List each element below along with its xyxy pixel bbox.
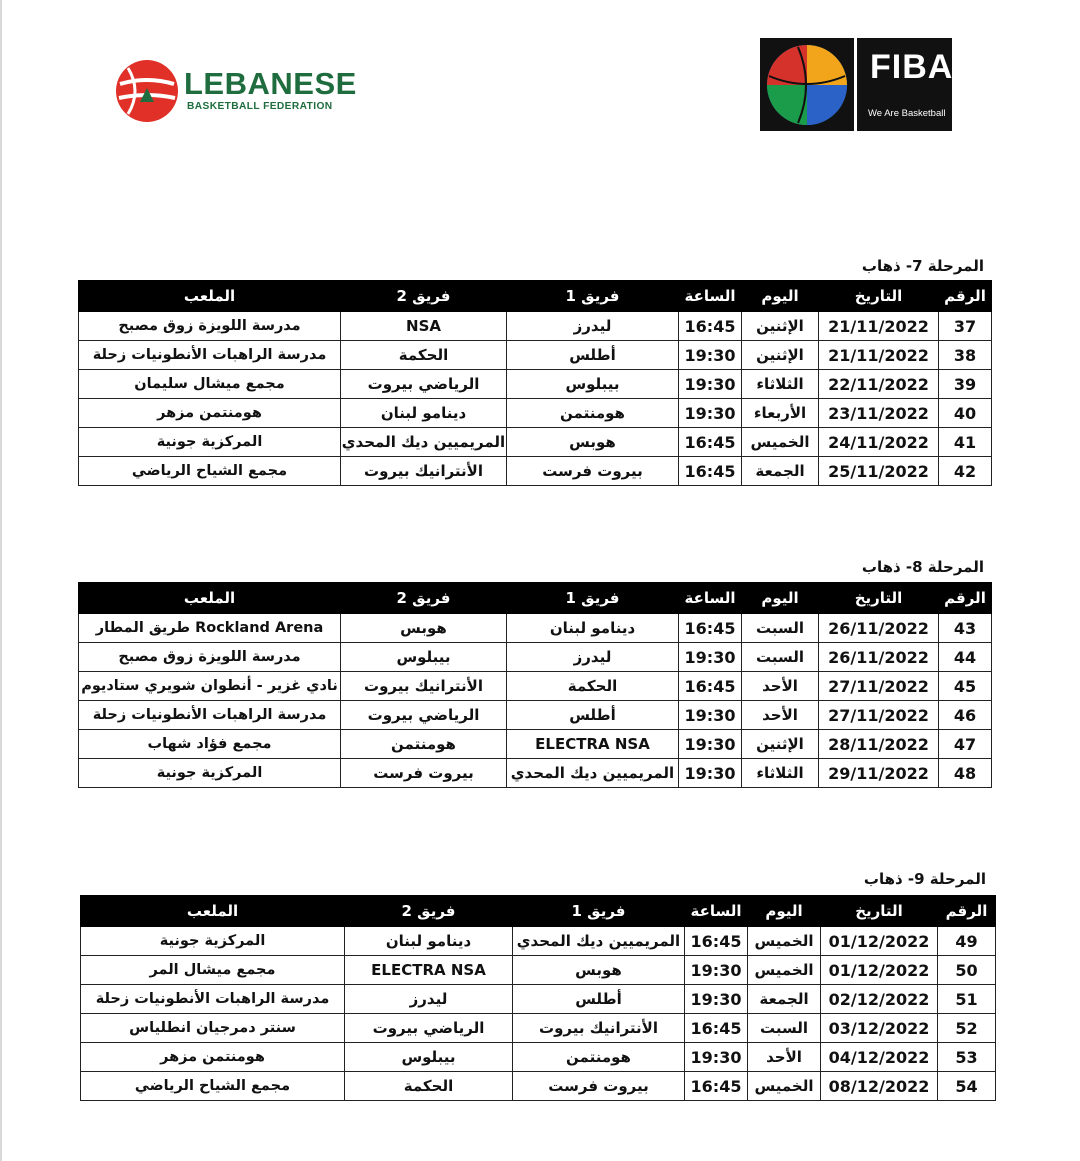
col-day-header: اليوم [748,896,821,927]
match-row [81,956,996,985]
match-venue-cell: مدرسة اللويزة زوق مصبح [79,643,341,672]
match-date-cell: 24/11/2022 [819,428,939,457]
match-venue-cell: المركزية جونية [79,428,341,457]
match-team1-cell: الحكمة [507,672,679,701]
match-team2-cell: بيبلوس [345,1043,513,1072]
match-team2-cell: الأنترانيك بيروت [341,672,507,701]
match-team2-cell: الرياضي بيروت [341,701,507,730]
fiba-separator [854,38,857,131]
col-number-header: الرقم [939,583,992,614]
match-time-cell: 16:45 [685,1014,748,1043]
match-day-cell: الأربعاء [742,399,819,428]
match-team1-cell: بيروت فرست [513,1072,685,1101]
match-team1-cell: دينامو لبنان [507,614,679,643]
match-day-cell: السبت [748,1014,821,1043]
match-team2-cell: بيروت فرست [341,759,507,788]
match-team1-cell: بيروت فرست [507,457,679,486]
match-team2-cell: الأنترانيك بيروت [341,457,507,486]
match-time-cell: 19:30 [679,759,742,788]
match-num-cell: 41 [939,428,992,457]
match-venue-cell: مجمع الشياح الرياضي [81,1072,345,1101]
match-num-cell: 52 [938,1014,996,1043]
match-day-cell: الأحد [742,701,819,730]
match-day-cell: الخميس [748,1072,821,1101]
lebanese-basketball-icon [114,58,180,124]
match-date-cell: 01/12/2022 [821,956,938,985]
col-venue-header: الملعب [79,583,341,614]
col-time-header: الساعة [679,583,742,614]
match-row [79,370,992,399]
match-team1-cell: بيبلوس [507,370,679,399]
col-team2-header: فريق 2 [341,281,507,312]
match-row [81,1014,996,1043]
match-row [79,428,992,457]
match-num-cell: 37 [939,312,992,341]
match-day-cell: الخميس [748,927,821,956]
col-number-header: الرقم [938,896,996,927]
match-team1-cell: أطلس [513,985,685,1014]
col-day-header: اليوم [742,583,819,614]
match-team2-cell: دينامو لبنان [345,927,513,956]
match-time-cell: 16:45 [679,312,742,341]
match-day-cell: الأحد [748,1043,821,1072]
match-venue-cell: مدرسة اللويزة زوق مصبح [79,312,341,341]
match-num-cell: 51 [938,985,996,1014]
match-venue-cell: مدرسة الراهبات الأنطونيات زحلة [81,985,345,1014]
match-date-cell: 22/11/2022 [819,370,939,399]
match-date-cell: 04/12/2022 [821,1043,938,1072]
round-7-table [78,280,992,486]
match-num-cell: 38 [939,341,992,370]
col-venue-header: الملعب [79,281,341,312]
match-date-cell: 25/11/2022 [819,457,939,486]
match-time-cell: 19:30 [679,701,742,730]
col-venue-header: الملعب [81,896,345,927]
col-day-header: اليوم [742,281,819,312]
match-venue-cell: المركزية جونية [79,759,341,788]
match-day-cell: الأحد [742,672,819,701]
match-time-cell: 16:45 [679,428,742,457]
col-number-header: الرقم [939,281,992,312]
match-time-cell: 19:30 [685,985,748,1014]
match-date-cell: 08/12/2022 [821,1072,938,1101]
match-row [81,927,996,956]
match-date-cell: 26/11/2022 [819,643,939,672]
match-row [79,614,992,643]
match-num-cell: 40 [939,399,992,428]
match-date-cell: 28/11/2022 [819,730,939,759]
col-team1-header: فريق 1 [507,583,679,614]
col-time-header: الساعة [685,896,748,927]
match-num-cell: 50 [938,956,996,985]
match-num-cell: 48 [939,759,992,788]
match-num-cell: 47 [939,730,992,759]
match-num-cell: 39 [939,370,992,399]
match-time-cell: 19:30 [679,341,742,370]
match-num-cell: 46 [939,701,992,730]
match-row [79,730,992,759]
match-date-cell: 03/12/2022 [821,1014,938,1043]
match-row [81,985,996,1014]
match-day-cell: الجمعة [748,985,821,1014]
match-time-cell: 19:30 [679,399,742,428]
match-time-cell: 19:30 [685,1043,748,1072]
match-num-cell: 44 [939,643,992,672]
match-num-cell: 53 [938,1043,996,1072]
match-date-cell: 21/11/2022 [819,312,939,341]
match-time-cell: 19:30 [685,956,748,985]
col-date-header: التاريخ [819,281,939,312]
match-row [79,759,992,788]
match-venue-cell: مجمع فؤاد شهاب [79,730,341,759]
match-venue-cell: نادي غزير - أنطوان شويري ستاديوم [79,672,341,701]
header-row [79,281,992,312]
match-date-cell: 02/12/2022 [821,985,938,1014]
match-venue-cell: سنتر دمرجيان انطلياس [81,1014,345,1043]
match-time-cell: 16:45 [685,1072,748,1101]
match-num-cell: 45 [939,672,992,701]
fiba-ball-icon [764,42,850,128]
col-team1-header: فريق 1 [513,896,685,927]
match-date-cell: 26/11/2022 [819,614,939,643]
lebanese-federation-logo [108,52,358,126]
match-num-cell: 54 [938,1072,996,1101]
match-venue-cell: هومنتمن مزهر [79,399,341,428]
round-9-title: المرحلة 9- ذهاب [863,870,986,888]
match-day-cell: السبت [742,643,819,672]
col-date-header: التاريخ [819,583,939,614]
match-row [79,701,992,730]
match-time-cell: 19:30 [679,643,742,672]
match-team2-cell: NSA [341,312,507,341]
match-day-cell: السبت [742,614,819,643]
match-team2-cell: المريميين ديك المحدي [341,428,507,457]
match-team2-cell: الحكمة [341,341,507,370]
match-date-cell: 29/11/2022 [819,759,939,788]
match-num-cell: 43 [939,614,992,643]
round-7-title: المرحلة 7- ذهاب [861,257,984,275]
match-team1-cell: هوبس [513,956,685,985]
match-venue-cell: مجمع ميشال سليمان [79,370,341,399]
match-team1-cell: ليدرز [507,643,679,672]
match-team1-cell: هومنتمن [513,1043,685,1072]
match-day-cell: الجمعة [742,457,819,486]
match-venue-cell: مدرسة الراهبات الأنطونيات زحلة [79,701,341,730]
match-venue-cell: هومنتمن مزهر [81,1043,345,1072]
match-team1-cell: هوبس [507,428,679,457]
match-row [81,1072,996,1101]
match-num-cell: 49 [938,927,996,956]
match-team2-cell: ELECTRA NSA [345,956,513,985]
match-time-cell: 16:45 [685,927,748,956]
match-venue-cell: مدرسة الراهبات الأنطونيات زحلة [79,341,341,370]
match-row [79,457,992,486]
match-team2-cell: ليدرز [345,985,513,1014]
match-team1-cell: المريميين ديك المحدي [507,759,679,788]
match-day-cell: الثلاثاء [742,759,819,788]
match-team1-cell: هومنتمن [507,399,679,428]
col-team2-header: فريق 2 [341,583,507,614]
match-time-cell: 19:30 [679,370,742,399]
match-row [79,341,992,370]
match-date-cell: 23/11/2022 [819,399,939,428]
col-team1-header: فريق 1 [507,281,679,312]
match-day-cell: الإثنين [742,730,819,759]
lbf-name: LEBANESE [184,66,357,101]
round-8-title: المرحلة 8- ذهاب [861,558,984,576]
match-day-cell: الإثنين [742,312,819,341]
header-row [81,896,996,927]
fiba-tagline: We Are Basketball [868,108,946,119]
match-team2-cell: هوبس [341,614,507,643]
match-row [79,312,992,341]
round-8-table [78,582,992,788]
match-time-cell: 16:45 [679,614,742,643]
match-time-cell: 16:45 [679,457,742,486]
match-venue-cell: مجمع الشياح الرياضي [79,457,341,486]
match-team2-cell: بيبلوس [341,643,507,672]
match-team1-cell: ليدرز [507,312,679,341]
header-row [79,583,992,614]
col-date-header: التاريخ [821,896,938,927]
match-team1-cell: الأنترانيك بيروت [513,1014,685,1043]
match-row [79,672,992,701]
match-team1-cell: أطلس [507,701,679,730]
match-team2-cell: الحكمة [345,1072,513,1101]
match-team1-cell: ELECTRA NSA [507,730,679,759]
match-date-cell: 21/11/2022 [819,341,939,370]
match-date-cell: 27/11/2022 [819,701,939,730]
match-team2-cell: دينامو لبنان [341,399,507,428]
match-time-cell: 16:45 [679,672,742,701]
round-9-table [80,895,996,1101]
fiba-logo [760,38,952,131]
match-venue-cell: المركزية جونية [81,927,345,956]
left-edge-line [0,0,2,1161]
match-day-cell: الخميس [742,428,819,457]
match-team2-cell: هومنتمن [341,730,507,759]
match-row [81,1043,996,1072]
match-team2-cell: الرياضي بيروت [341,370,507,399]
lbf-subtitle: BASKETBALL FEDERATION [187,101,333,112]
match-day-cell: الإثنين [742,341,819,370]
match-venue-cell: مجمع ميشال المر [81,956,345,985]
match-day-cell: الثلاثاء [742,370,819,399]
match-date-cell: 27/11/2022 [819,672,939,701]
match-time-cell: 19:30 [679,730,742,759]
match-venue-cell: Rockland Arena طريق المطار [79,614,341,643]
match-day-cell: الخميس [748,956,821,985]
match-team1-cell: أطلس [507,341,679,370]
match-row [79,643,992,672]
match-date-cell: 01/12/2022 [821,927,938,956]
match-team1-cell: المريميين ديك المحدي [513,927,685,956]
col-time-header: الساعة [679,281,742,312]
fiba-name: FIBA [870,48,954,86]
match-team2-cell: الرياضي بيروت [345,1014,513,1043]
match-num-cell: 42 [939,457,992,486]
match-row [79,399,992,428]
col-team2-header: فريق 2 [345,896,513,927]
